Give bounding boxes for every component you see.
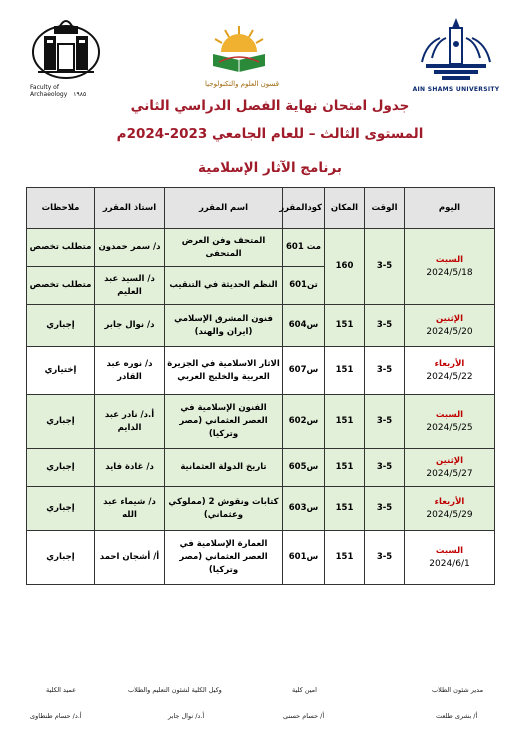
notes-cell: إجباري bbox=[27, 449, 95, 487]
place-cell: 160 bbox=[325, 229, 365, 305]
code-cell: تن601 bbox=[283, 267, 325, 305]
day-cell bbox=[405, 395, 495, 449]
time-cell: 3-5 bbox=[365, 305, 405, 347]
day-cell bbox=[405, 487, 495, 531]
title-line-3: برنامج الآثار الإسلامية bbox=[198, 160, 342, 176]
day-name: الإثنين bbox=[435, 313, 464, 324]
time-cell: 3-5 bbox=[365, 395, 405, 449]
day-date: 2024/5/20 bbox=[426, 326, 473, 337]
right-logo-caption: AIN SHAMS UNIVERSITY bbox=[412, 86, 500, 93]
header-day: اليوم bbox=[405, 188, 495, 229]
header-course: اسم المقرر bbox=[165, 188, 283, 229]
day-date: 2024/5/18 bbox=[426, 267, 473, 278]
place-cell: 151 bbox=[325, 347, 365, 395]
course-cell: كتابات ونقوش 2 (مملوكي وعثماني) bbox=[165, 487, 283, 531]
code-cell: س605 bbox=[283, 449, 325, 487]
time-cell: 3-5 bbox=[365, 531, 405, 585]
code-cell: س601 bbox=[283, 531, 325, 585]
day-date: 2024/5/29 bbox=[426, 509, 473, 520]
day-cell bbox=[405, 347, 495, 395]
day-date: 2024/5/25 bbox=[426, 422, 473, 433]
notes-cell: متطلب تخصص bbox=[27, 229, 95, 267]
day-name: الإثنين bbox=[435, 455, 464, 466]
day-name: الأربعاء bbox=[434, 358, 465, 369]
code-cell: مت 601 bbox=[283, 229, 325, 267]
day-cell bbox=[405, 449, 495, 487]
course-cell: الاثار الاسلامية في الجزيرة العربية والخليج العربي bbox=[165, 347, 283, 395]
code-cell: س603 bbox=[283, 487, 325, 531]
ain-shams-university-logo bbox=[412, 14, 500, 92]
student-affairs-title: مدير شئون الطلاب bbox=[432, 686, 484, 694]
table-row bbox=[27, 487, 495, 531]
notes-cell: إجباري bbox=[27, 395, 95, 449]
place-cell: 151 bbox=[325, 487, 365, 531]
notes-cell: إجباري bbox=[27, 487, 95, 531]
teacher-cell: أ/ أشجان احمد bbox=[95, 531, 165, 585]
mid-logo-caption: قسون العلوم والتكنولوجيا bbox=[205, 80, 280, 88]
code-cell: س602 bbox=[283, 395, 325, 449]
left-logo-caption-1: Faculty of bbox=[30, 84, 59, 91]
time-cell: 3-5 bbox=[365, 449, 405, 487]
secretary-name: أ/ حسام حسنى bbox=[283, 712, 325, 720]
day-name: الأربعاء bbox=[434, 496, 465, 507]
place-cell: 151 bbox=[325, 531, 365, 585]
day-cell bbox=[405, 229, 495, 305]
day-name: السبت bbox=[435, 545, 464, 556]
code-cell: س607 bbox=[283, 347, 325, 395]
table-row bbox=[27, 395, 495, 449]
time-cell: 3-5 bbox=[365, 229, 405, 305]
table-row bbox=[27, 347, 495, 395]
place-cell: 151 bbox=[325, 305, 365, 347]
time-cell: 3-5 bbox=[365, 487, 405, 531]
student-affairs-name: أ/ بشرى طلعت bbox=[436, 712, 478, 720]
day-cell bbox=[405, 305, 495, 347]
sun-book-icon bbox=[205, 22, 273, 76]
place-cell: 151 bbox=[325, 449, 365, 487]
vice-dean-name: أ.د/ نوال جابر bbox=[168, 712, 205, 720]
header-code: كودالمقرر bbox=[283, 188, 325, 229]
header-place: المكان bbox=[325, 188, 365, 229]
exam-schedule-table bbox=[26, 187, 495, 585]
dean-title: عميد الكلية bbox=[46, 686, 77, 694]
course-cell: تاريخ الدولة العثمانية bbox=[165, 449, 283, 487]
day-date: 2024/5/27 bbox=[426, 468, 473, 479]
teacher-cell: د/ نوره عبد القادر bbox=[95, 347, 165, 395]
table-header-row bbox=[27, 188, 495, 229]
notes-cell: إختياري bbox=[27, 347, 95, 395]
teacher-cell: د/ غادة فايد bbox=[95, 449, 165, 487]
teacher-cell: د/ سمر حمدون bbox=[95, 229, 165, 267]
teacher-cell: د/ شيماء عبد الله bbox=[95, 487, 165, 531]
day-date: 2024/6/1 bbox=[429, 558, 470, 569]
secretary-title: امين كلية bbox=[292, 686, 317, 694]
vice-dean-title: وكيل الكلية لشئون التعليم والطلاب bbox=[128, 686, 222, 694]
day-name: السبت bbox=[435, 409, 464, 420]
table-row bbox=[27, 229, 495, 267]
title-line-1: جدول امتحان نهاية الفصل الدراسي الثاني bbox=[130, 98, 410, 114]
course-cell: الفنون الإسلامية في العصر العثماني (مصر وتركيا) bbox=[165, 395, 283, 449]
teacher-cell: د/ نوال جابر bbox=[95, 305, 165, 347]
university-emblem-icon bbox=[412, 14, 500, 82]
faculty-of-archaeology-logo bbox=[30, 14, 102, 98]
header-time: الوقت bbox=[365, 188, 405, 229]
table-row bbox=[27, 531, 495, 585]
arts-and-science-logo bbox=[205, 22, 280, 88]
table-row bbox=[27, 305, 495, 347]
day-cell bbox=[405, 531, 495, 585]
table-row bbox=[27, 449, 495, 487]
header-notes: ملاحظات bbox=[27, 188, 95, 229]
notes-cell: إجباري bbox=[27, 531, 95, 585]
dean-name: أ.د/ حسام طنطاوى bbox=[30, 712, 82, 720]
title-line-2: المستوى الثالث – للعام الجامعي 2023-2024م bbox=[116, 126, 424, 142]
header-teacher: استاذ المقرر bbox=[95, 188, 165, 229]
course-cell: فنون المشرق الإسلامي (ايران والهند) bbox=[165, 305, 283, 347]
day-name: السبت bbox=[435, 254, 464, 265]
time-cell: 3-5 bbox=[365, 347, 405, 395]
notes-cell: متطلب تخصص bbox=[27, 267, 95, 305]
pylon-temple-icon bbox=[30, 14, 102, 80]
place-cell: 151 bbox=[325, 395, 365, 449]
teacher-cell: د/ السيد عبد العليم bbox=[95, 267, 165, 305]
day-date: 2024/5/22 bbox=[426, 371, 473, 382]
course-cell: النظم الحديثة في التنقيب bbox=[165, 267, 283, 305]
code-cell: س604 bbox=[283, 305, 325, 347]
left-logo-caption-2: Archaeology bbox=[30, 91, 68, 98]
left-logo-caption-year: ١٩٨٥ bbox=[73, 91, 87, 98]
teacher-cell: أ.د/ نادر عبد الدايم bbox=[95, 395, 165, 449]
course-cell: العمارة الإسلامية في العصر العثماني (مصر وتركيا) bbox=[165, 531, 283, 585]
notes-cell: إجباري bbox=[27, 305, 95, 347]
course-cell: المتحف وفن العرض المتحفى bbox=[165, 229, 283, 267]
